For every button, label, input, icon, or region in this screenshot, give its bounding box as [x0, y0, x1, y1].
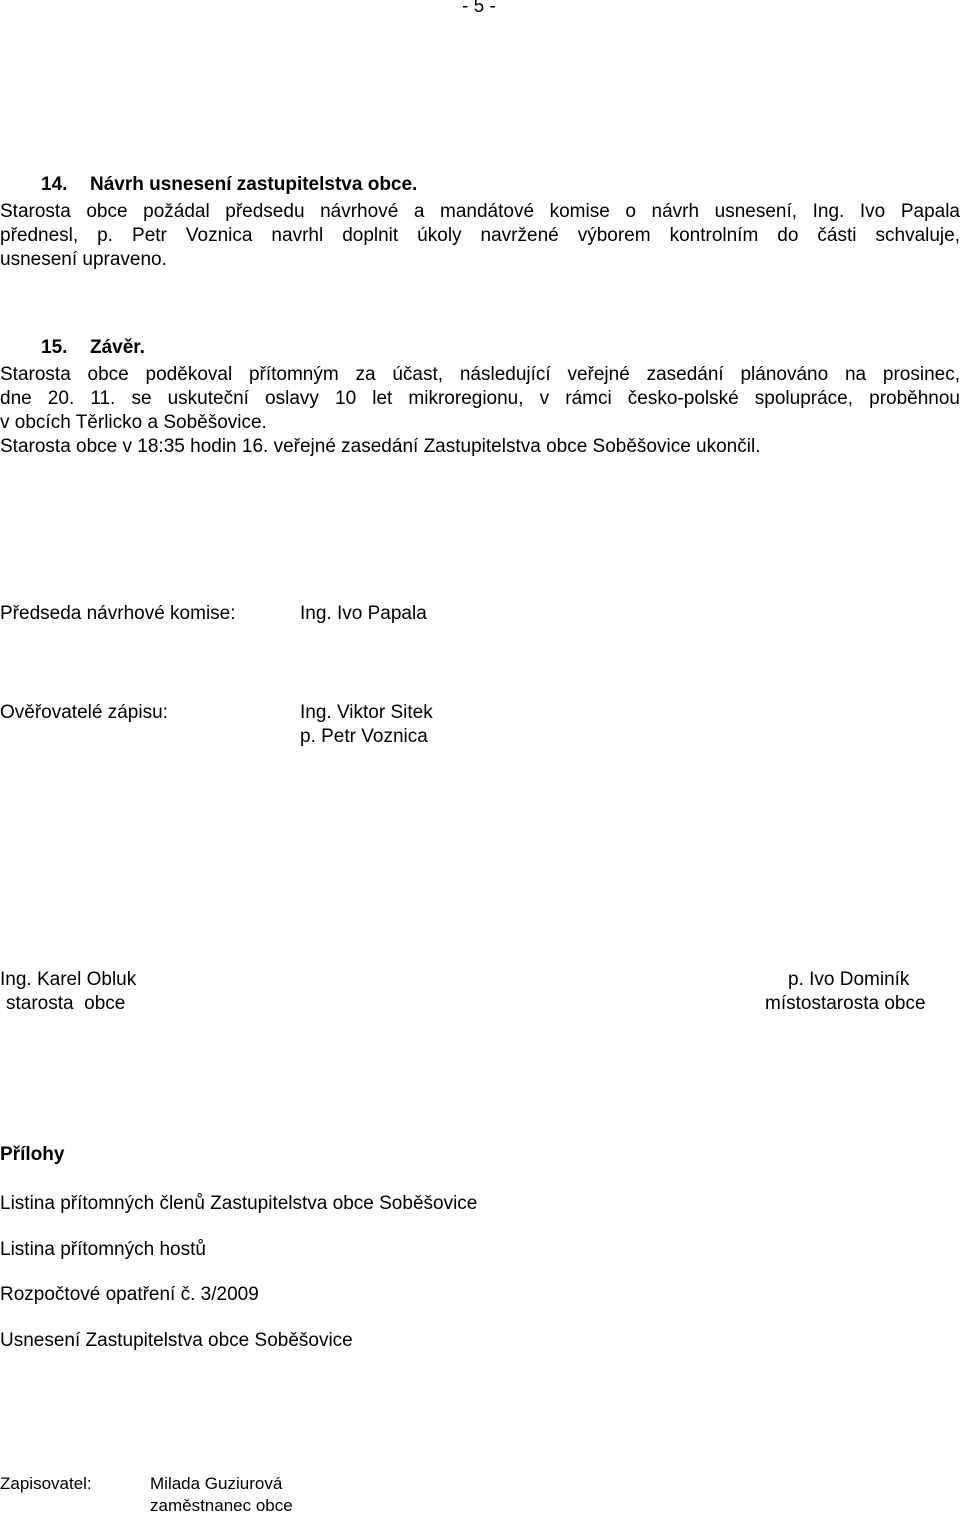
- attachment-item-2: Listina přítomných hostů: [0, 1239, 206, 1260]
- section-15-line-2: dne 20. 11. se uskuteční oslavy 10 let mikroregionu, v rámci česko-polské spolupráce, proběhnou: [0, 388, 960, 409]
- attachment-item-3: Rozpočtové opatření č. 3/2009: [0, 1284, 259, 1305]
- verifier-name-2: p. Petr Voznica: [300, 726, 428, 747]
- recorder-name: Milada Guziurová: [150, 1474, 283, 1493]
- signature-right-name: p. Ivo Dominík: [788, 969, 910, 990]
- section-14-line-2: přednesl, p. Petr Voznica navrhl doplnit úkoly navržené výborem kontrolním do části schvaluje,: [0, 225, 960, 246]
- recorder-role: zaměstnanec obce: [150, 1496, 293, 1515]
- section-15-title: Závěr.: [90, 337, 145, 358]
- section-14-line-3: usnesení upraveno.: [0, 249, 167, 270]
- page-number: - 5 -: [462, 0, 496, 17]
- signature-left-name: Ing. Karel Obluk: [0, 969, 137, 990]
- verifiers-label: Ověřovatelé zápisu:: [0, 702, 168, 723]
- section-15-line-1: Starosta obce poděkoval přítomným za účast, následující veřejné zasedání plánováno na prosinec,: [0, 364, 960, 385]
- verifier-name-1: Ing. Viktor Sitek: [300, 702, 433, 723]
- section-15-line-4: Starosta obce v 18:35 hodin 16. veřejné zasedání Zastupitelstva obce Soběšovice ukončil.: [0, 436, 761, 457]
- section-15-number: 15.: [41, 337, 68, 358]
- section-15-line-3: v obcích Těrlicko a Soběšovice.: [0, 412, 267, 433]
- section-14-number: 14.: [41, 174, 68, 195]
- section-14-heading: [41, 174, 417, 196]
- attachments-heading: Přílohy: [0, 1144, 65, 1165]
- recorder-label: Zapisovatel:: [0, 1474, 92, 1493]
- attachment-item-4: Usnesení Zastupitelstva obce Soběšovice: [0, 1330, 353, 1351]
- signature-right-role: místostarosta obce: [765, 993, 926, 1014]
- attachment-item-1: Listina přítomných členů Zastupitelstva obce Soběšovice: [0, 1193, 478, 1214]
- signature-left-role: starosta obce: [6, 993, 126, 1014]
- section-14-title: Návrh usnesení zastupitelstva obce.: [90, 174, 418, 195]
- section-15-heading: [41, 337, 145, 359]
- chair-label: Předseda návrhové komise:: [0, 603, 236, 624]
- section-14-line-1: Starosta obce požádal předsedu návrhové a mandátové komise o návrh usnesení, Ing. Ivo Papala: [0, 201, 960, 222]
- chair-name: Ing. Ivo Papala: [300, 603, 427, 624]
